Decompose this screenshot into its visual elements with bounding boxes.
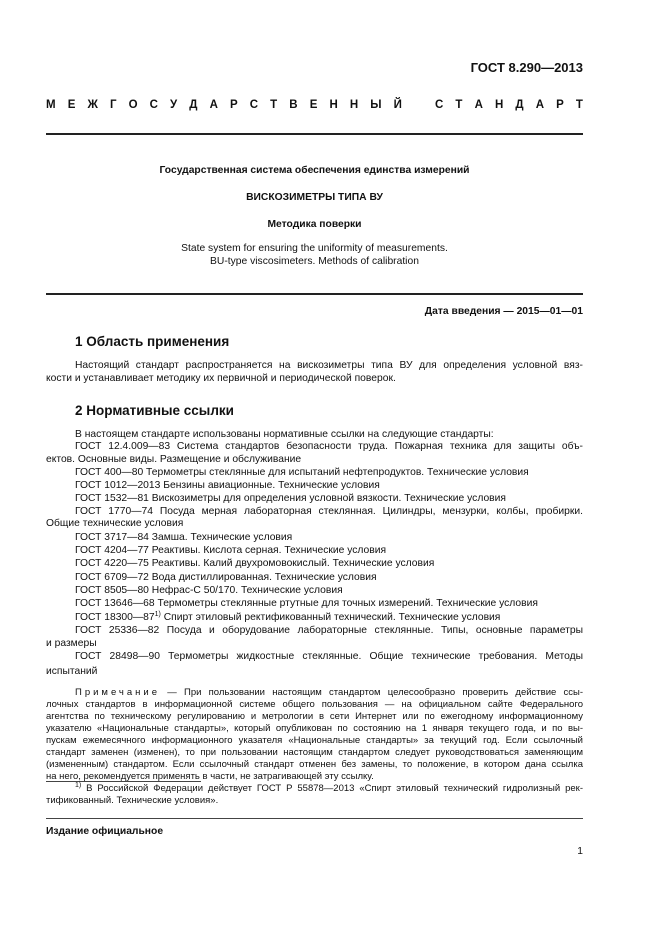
reference-item: ГОСТ 1012—2013 Бензины авиационные. Технические условия	[75, 480, 380, 491]
banner-letter: Е	[67, 99, 76, 111]
official-edition-label: Издание официальное	[46, 826, 164, 837]
section2-lead: В настоящем стандарте использованы нормативные ссылки на следующие стандарты:	[75, 429, 494, 440]
reference-item: ГОСТ 12.4.009—83 Система стандартов безопасности труда. Пожарная техника для защиты объ-	[75, 441, 583, 452]
reference-code: ГОСТ 18300—87	[75, 612, 155, 623]
reference-item: ГОСТ 4220—75 Реактивы. Калий двухромовокислый. Технические условия	[75, 558, 435, 569]
system-title: Государственная система обеспечения единства измерений	[159, 165, 470, 176]
reference-item: ГОСТ 25336—82 Посуда и оборудование лабораторные стеклянные. Типы, основные параметры	[75, 625, 583, 636]
footer-rule	[46, 818, 583, 819]
banner-letter: Н	[349, 99, 359, 111]
document-title: ВИСКОЗИМЕТРЫ ТИПА ВУ	[246, 192, 383, 203]
banner-letter: У	[170, 99, 178, 111]
banner-letter: Н	[329, 99, 338, 111]
reference-item: ГОСТ 13646—68 Термометры стеклянные ртутные для точных измерений. Технические условия	[75, 598, 538, 609]
banner-letter: Г	[109, 99, 117, 111]
banner-letter: Ж	[87, 99, 98, 111]
reference-item: ГОСТ 1532—81 Вискозиметры для определения условной вязкости. Технические условия	[75, 493, 506, 504]
reference-item: ГОСТ 1770—74 Посуда мерная лабораторная стеклянная. Цилиндры, мензурки, колбы, пробирки.	[75, 506, 583, 517]
note-text: — При пользовании настоящим стандартом целесообразно проверить действие ссы-	[167, 687, 584, 698]
section1-text-line1: Настоящий стандарт распространяется на вискозиметры типа ВУ для определения условной вяз-	[75, 360, 583, 371]
note-line: указателю «Национальные стандарты», который опубликован по состоянию на 1 января текущего года, и по вы-	[46, 723, 583, 734]
footnote-text: В Российской Федерации действует ГОСТ Р 55878—2013 «Спирт этиловый технический гидролизный рек-	[86, 783, 583, 794]
header-rule	[46, 133, 583, 135]
footnote-mark: 1)	[75, 782, 82, 789]
banner-letter: В	[289, 99, 298, 111]
note-line: пускам ежемесячного информационного указателя «Национальные стандарты» за текущий год. Если ссылочный	[46, 735, 583, 746]
note-line: стандарт заменен (изменен), то при пользовании настоящим стандартом следует руководствоваться заменяющим	[46, 747, 583, 758]
banner-letter: Т	[455, 99, 463, 111]
note-label: Примечание	[75, 687, 160, 698]
reference-item: ГОСТ 3717—84 Замша. Технические условия	[75, 532, 293, 543]
title-rule	[46, 293, 583, 295]
footnote-line1	[46, 783, 583, 795]
footnote-ref-mark: 1)	[154, 611, 161, 618]
reference-item-continuation: ектов. Основные виды. Размещение и обслуживание	[46, 454, 302, 465]
reference-title: Спирт этиловый ректификованный технический. Технические условия	[163, 612, 501, 623]
reference-item-continuation: и размеры	[46, 638, 97, 649]
reference-item: ГОСТ 6709—72 Вода дистиллированная. Технические условия	[75, 572, 377, 583]
section1-heading: 1 Область применения	[75, 334, 230, 349]
introduction-date: Дата введения — 2015—01—01	[424, 306, 583, 317]
note-line: на него, рекомендуется применять в части, не затрагивающей эту ссылку.	[46, 771, 374, 782]
reference-item: ГОСТ 28498—90 Термометры жидкостные стеклянные. Общие технические требования. Методы	[75, 651, 583, 662]
interstate-standard-banner	[46, 99, 583, 111]
footnote-separator	[46, 781, 201, 782]
banner-letter: А	[209, 99, 218, 111]
banner-letter: А	[474, 99, 483, 111]
banner-letter: Р	[556, 99, 564, 111]
banner-letter: С	[149, 99, 158, 111]
document-code: ГОСТ 8.290—2013	[470, 60, 583, 75]
banner-letter: С	[249, 99, 259, 111]
document-subtitle: Методика поверки	[267, 219, 362, 230]
banner-letter: Й	[393, 99, 402, 111]
banner-letter: Д	[189, 99, 198, 111]
banner-letter: Е	[309, 99, 318, 111]
note-line: (измененным) стандартом. Если ссылочный стандарт отменен без замены, то положение, в котором дана ссылка	[46, 759, 583, 770]
reference-item: ГОСТ 400—80 Термометры стеклянные для испытаний нефтепродуктов. Технические условия	[75, 467, 529, 478]
section1-text-line2: кости и устанавливает методику их первичной и периодической поверок.	[46, 373, 396, 384]
footnote-line2: тификованный. Технические условия».	[46, 795, 219, 806]
reference-item-with-footnote	[46, 612, 583, 625]
banner-letter: Ы	[370, 99, 382, 111]
reference-item-continuation: Общие технические условия	[46, 518, 184, 529]
english-title-line2: BU-type viscosimeters. Methods of calibration	[210, 256, 419, 267]
reference-item-continuation: испытаний	[46, 666, 98, 677]
banner-letter: Н	[494, 99, 504, 111]
banner-letter: С	[435, 99, 444, 111]
banner-letter: Р	[229, 99, 238, 111]
english-title-line1: State system for ensuring the uniformity of measurements.	[181, 243, 448, 254]
banner-letter: Д	[515, 99, 524, 111]
banner-letter: Т	[575, 99, 583, 111]
note-line: лочных стандартов в информационной системе общего пользования — на официальном сайте Федерального	[46, 699, 583, 710]
reference-item: ГОСТ 4204—77 Реактивы. Кислота серная. Технические условия	[75, 545, 387, 556]
banner-letter: Т	[270, 99, 278, 111]
section2-heading: 2 Нормативные ссылки	[75, 403, 234, 418]
note-line1	[46, 687, 583, 699]
banner-letter: О	[128, 99, 138, 111]
banner-word-interstate	[46, 99, 402, 111]
banner-letter: М	[46, 99, 56, 111]
reference-item: ГОСТ 8505—80 Нефрас-С 50/170. Технические условия	[75, 585, 343, 596]
note-line: агентства по техническому регулированию и метрологии в сети Интернет или по ежегодному информационному	[46, 711, 583, 722]
page-number: 1	[577, 846, 583, 857]
banner-letter: А	[535, 99, 545, 111]
banner-word-standard	[435, 99, 583, 111]
